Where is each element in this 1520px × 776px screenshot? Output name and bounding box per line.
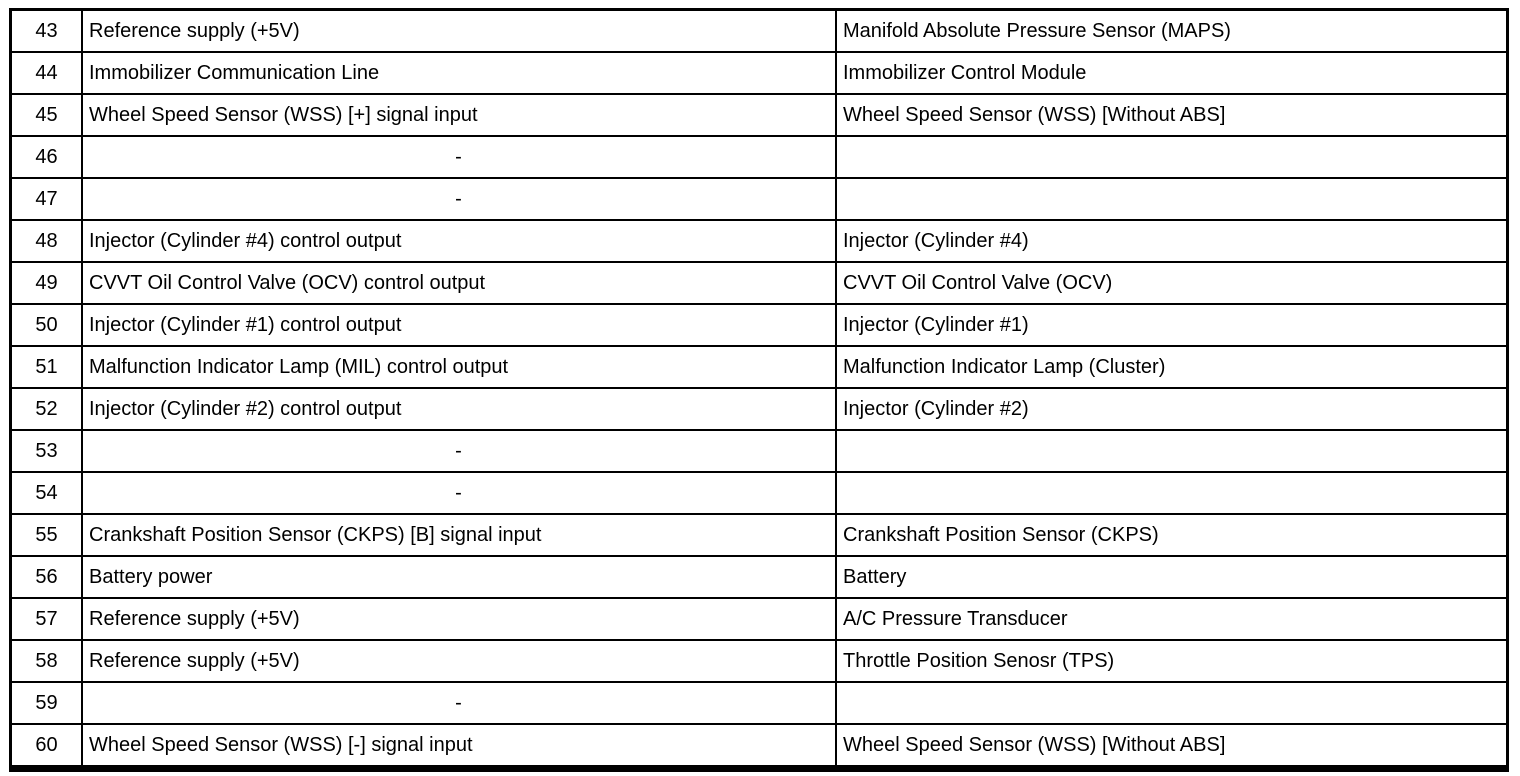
pin-description-cell: Malfunction Indicator Lamp (MIL) control output [82, 346, 836, 388]
connected-to-cell: Throttle Position Senosr (TPS) [836, 640, 1508, 682]
pin-number-cell: 53 [11, 430, 83, 472]
connected-to-cell [836, 178, 1508, 220]
connected-to-cell: Immobilizer Control Module [836, 52, 1508, 94]
connected-to-cell: Wheel Speed Sensor (WSS) [Without ABS] [836, 724, 1508, 769]
table-row [11, 598, 1508, 640]
table-row [11, 724, 1508, 769]
pin-table-body [11, 10, 1508, 769]
connected-to-cell [836, 136, 1508, 178]
table-row [11, 262, 1508, 304]
connected-to-cell: Manifold Absolute Pressure Sensor (MAPS) [836, 10, 1508, 53]
connected-to-cell: Crankshaft Position Sensor (CKPS) [836, 514, 1508, 556]
table-row [11, 220, 1508, 262]
pin-number-cell: 49 [11, 262, 83, 304]
pin-number-cell: 44 [11, 52, 83, 94]
table-row [11, 304, 1508, 346]
pin-description-cell: - [82, 178, 836, 220]
pin-description-cell: - [82, 136, 836, 178]
pin-number-cell: 55 [11, 514, 83, 556]
ecm-pinout-table-container [9, 8, 1509, 772]
pin-number-cell: 57 [11, 598, 83, 640]
table-row [11, 514, 1508, 556]
pin-description-cell: Reference supply (+5V) [82, 598, 836, 640]
table-row [11, 10, 1508, 53]
pin-number-cell: 47 [11, 178, 83, 220]
pin-number-cell: 43 [11, 10, 83, 53]
pin-number-cell: 58 [11, 640, 83, 682]
pin-description-cell: Immobilizer Communication Line [82, 52, 836, 94]
pin-description-cell: Reference supply (+5V) [82, 10, 836, 53]
table-row [11, 682, 1508, 724]
pin-number-cell: 46 [11, 136, 83, 178]
table-row [11, 556, 1508, 598]
pin-description-cell: CVVT Oil Control Valve (OCV) control output [82, 262, 836, 304]
pin-number-cell: 60 [11, 724, 83, 769]
table-row [11, 346, 1508, 388]
pin-description-cell: Injector (Cylinder #1) control output [82, 304, 836, 346]
table-row [11, 94, 1508, 136]
table-row [11, 388, 1508, 430]
pin-number-cell: 48 [11, 220, 83, 262]
connected-to-cell: Battery [836, 556, 1508, 598]
pin-number-cell: 52 [11, 388, 83, 430]
connected-to-cell [836, 682, 1508, 724]
connected-to-cell: Injector (Cylinder #2) [836, 388, 1508, 430]
connected-to-cell: CVVT Oil Control Valve (OCV) [836, 262, 1508, 304]
connected-to-cell: Injector (Cylinder #1) [836, 304, 1508, 346]
pin-description-cell: Wheel Speed Sensor (WSS) [-] signal input [82, 724, 836, 769]
pin-number-cell: 50 [11, 304, 83, 346]
table-row [11, 640, 1508, 682]
pin-number-cell: 59 [11, 682, 83, 724]
pin-description-cell: - [82, 430, 836, 472]
pin-description-cell: Injector (Cylinder #4) control output [82, 220, 836, 262]
pin-description-cell: Reference supply (+5V) [82, 640, 836, 682]
table-row [11, 430, 1508, 472]
connected-to-cell: Injector (Cylinder #4) [836, 220, 1508, 262]
table-row [11, 472, 1508, 514]
pin-number-cell: 54 [11, 472, 83, 514]
connected-to-cell: A/C Pressure Transducer [836, 598, 1508, 640]
table-row [11, 136, 1508, 178]
pin-description-cell: Crankshaft Position Sensor (CKPS) [B] signal input [82, 514, 836, 556]
pin-description-cell: Injector (Cylinder #2) control output [82, 388, 836, 430]
connected-to-cell: Malfunction Indicator Lamp (Cluster) [836, 346, 1508, 388]
pin-description-cell: - [82, 682, 836, 724]
pin-number-cell: 51 [11, 346, 83, 388]
pin-description-cell: - [82, 472, 836, 514]
connected-to-cell: Wheel Speed Sensor (WSS) [Without ABS] [836, 94, 1508, 136]
connected-to-cell [836, 430, 1508, 472]
ecm-pinout-table [9, 8, 1509, 772]
connected-to-cell [836, 472, 1508, 514]
pin-description-cell: Wheel Speed Sensor (WSS) [+] signal input [82, 94, 836, 136]
table-row [11, 178, 1508, 220]
pin-number-cell: 45 [11, 94, 83, 136]
pin-number-cell: 56 [11, 556, 83, 598]
pin-description-cell: Battery power [82, 556, 836, 598]
table-row [11, 52, 1508, 94]
